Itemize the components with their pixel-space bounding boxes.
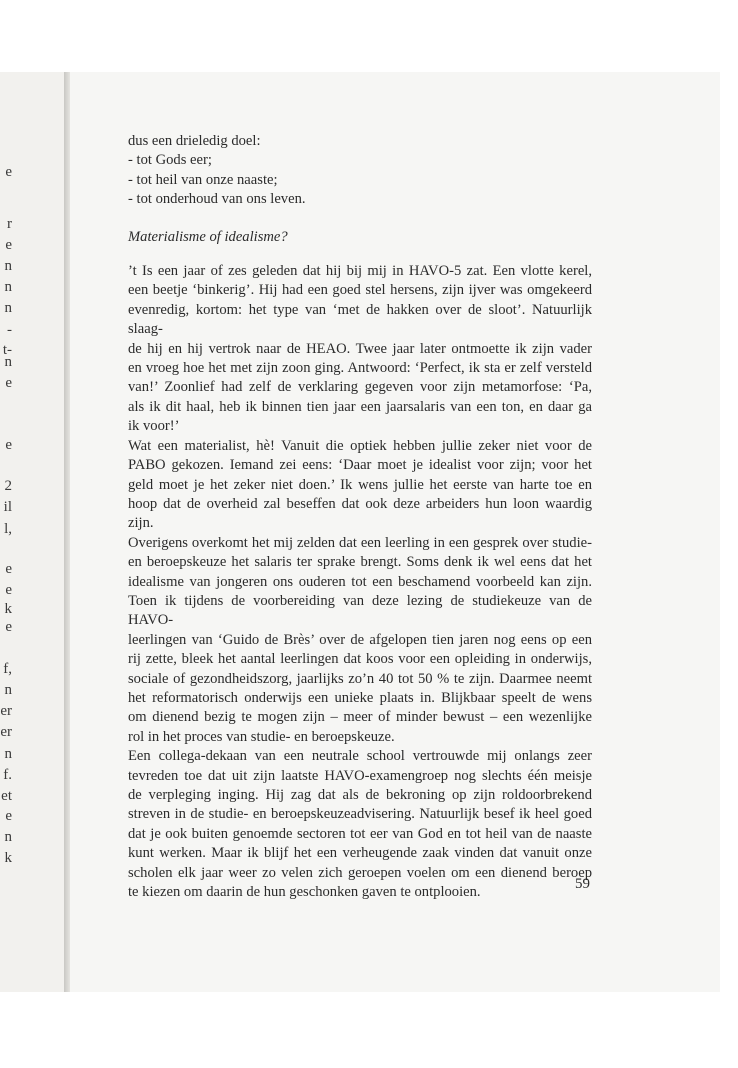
text-line: Overigens overkomt het mij zelden dat een leerling in een gesprek over studie- xyxy=(128,534,592,551)
left-margin-fragment: k xyxy=(4,601,12,617)
paragraphs xyxy=(128,262,592,902)
text-line: dat je ook buiten genoemde sectoren tot eer van God en tot heil van de naaste xyxy=(128,825,592,842)
text-line: rol in het proces van studie- en beroepskeuze. xyxy=(128,728,395,745)
paragraph xyxy=(128,534,592,747)
paragraph xyxy=(128,262,592,437)
text-line: te kiezen om daarin de hun geschonken gaven te ontplooien. xyxy=(128,884,481,901)
text-line: kunt werken. Maar ik blijf het een verheugende zaak vinden dat vanuit onze xyxy=(128,845,592,862)
paragraph xyxy=(128,747,592,902)
left-margin-fragment: l, xyxy=(4,521,12,537)
page-body xyxy=(128,132,592,902)
left-margin-fragment: e xyxy=(5,237,12,253)
left-margin-fragment: e xyxy=(5,582,12,598)
left-margin-fragment: n xyxy=(4,746,12,762)
text-line: als ik dit haal, heb ik binnen tien jaar een jaarsalaris van een ton, en daar ga xyxy=(128,398,592,415)
text-line: en beroepskeuze het salaris ter sprake brengt. Soms denk ik wel eens dat het xyxy=(128,554,592,571)
text-line: Toen ik tijdens de voorbereiding van deze lezing de studiekeuze van de HAVO- xyxy=(128,592,592,629)
left-margin-fragment: n xyxy=(4,300,12,316)
text-line: om dienend bezig te mogen zijn – meer of minder bewust – een wezenlijke xyxy=(128,709,592,726)
section-heading: Materialisme of idealisme? xyxy=(128,228,288,245)
intro-line: - tot onderhoud van ons leven. xyxy=(128,191,306,208)
text-line: de verpleging inging. Hij zag dat als de bekroning op zijn roldoorbrekend xyxy=(128,787,592,803)
text-line: leerlingen van ‘Guido de Brès’ over de afgelopen tien jaren nog eens op een xyxy=(128,631,592,648)
text-line: streven in de studie- en beroepskeuzeadvisering. Natuurlijk besef ik heel goed xyxy=(128,806,592,823)
page-right-margin xyxy=(720,72,738,992)
left-margin-fragment: e xyxy=(5,375,12,391)
intro-line: - tot heil van onze naaste; xyxy=(128,171,278,188)
left-margin-fragment: f, xyxy=(3,661,12,677)
left-margin-fragment: e xyxy=(5,164,12,180)
left-margin-fragment: n xyxy=(4,829,12,845)
text-line: sociale of gezondheidszorg, jaarlijks zo’n 40 tot 50 % te zijn. Daarmee neemt xyxy=(128,670,592,687)
left-margin-fragment: 2 xyxy=(4,478,12,494)
text-line: en vroeg hoe het met zijn zoon ging. Antwoord: ‘Perfect, ik sta er zelf versteld xyxy=(128,360,592,377)
left-margin-fragment: n xyxy=(4,258,12,274)
left-margin-fragment: e xyxy=(5,561,12,577)
left-margin-fragment: et xyxy=(1,788,12,804)
intro-line: dus een drieledig doel: xyxy=(128,133,261,149)
previous-page-fragments xyxy=(0,0,64,1068)
text-line: een beetje ‘binkerig’. Hij had een goed stel hersens, zijn ijver was omgekeerd xyxy=(128,282,592,299)
text-line: Wat een materialist, hè! Vanuit die optiek hebben jullie zeker niet voor de xyxy=(128,437,592,454)
text-line: evenredig, kortom: het type van ‘met de hakken over de sloot’. Natuurlijk slaag- xyxy=(128,301,592,338)
text-line: PABO gekozen. Iemand zei eens: ‘Daar moet je idealist voor zijn; voor het xyxy=(128,457,592,474)
intro-line: - tot Gods eer; xyxy=(128,152,212,169)
text-line: van!’ Zoonlief had zelf de verklaring gegeven voor zijn metamorfose: ‘Pa, xyxy=(128,379,592,396)
left-margin-fragment: r xyxy=(7,216,12,232)
text-line: ik voor!’ xyxy=(128,418,180,435)
text-line: scholen elk jaar weer zo velen zich geroepen voelen om een dienend beroep xyxy=(128,864,592,881)
left-margin-fragment: f. xyxy=(3,767,12,783)
left-margin-fragment: er xyxy=(0,703,12,719)
paragraph xyxy=(128,437,592,534)
text-line: zijn. xyxy=(128,515,154,532)
left-margin-fragment: - xyxy=(7,322,12,338)
text-line: het reformatorisch onderwijs een unieke plaats in. Blijkbaar speelt de wens xyxy=(128,689,592,706)
left-margin-fragment: e xyxy=(5,437,12,453)
text-line: ’t Is een jaar of zes geleden dat hij bij mij in HAVO-5 zat. Een vlotte kerel, xyxy=(128,263,592,280)
left-margin-fragment: t- xyxy=(2,342,12,358)
left-margin-fragment: n xyxy=(4,354,12,370)
left-margin-fragment: e xyxy=(5,808,12,824)
intro-list xyxy=(128,132,592,210)
page-number: 59 xyxy=(575,876,590,892)
left-margin-fragment: er xyxy=(0,724,12,740)
text-line: geld moet je het zeker niet doen.’ Ik wens jullie het eerste van harte toe en xyxy=(128,476,592,493)
left-margin-fragment: k xyxy=(4,850,12,866)
left-margin-fragment: n xyxy=(4,682,12,698)
text-line: hoop dat de overheid zal beseffen dat ook deze arbeiders hun loon waardig xyxy=(128,495,592,512)
text-line: de hij en hij vertrok naar de HEAO. Twee jaar later ontmoette ik zijn vader xyxy=(128,340,592,357)
left-margin-fragment: e xyxy=(5,619,12,635)
left-margin-fragment: n xyxy=(4,279,12,295)
text-line: idealisme van jongeren ons ouderen tot een beschamend voorbeeld kan zijn. xyxy=(128,573,592,590)
left-margin-fragment: il xyxy=(3,499,12,515)
text-line: Een collega-dekaan van een neutrale school vertrouwde mij onlangs zeer xyxy=(128,748,592,765)
text-line: tevreden toe dat uit zijn laatste HAVO-examengroep nog slechts één meisje xyxy=(128,767,592,784)
text-line: rij zette, bleek het aantal leerlingen dat koos voor een opleiding in onderwijs, xyxy=(128,651,592,668)
